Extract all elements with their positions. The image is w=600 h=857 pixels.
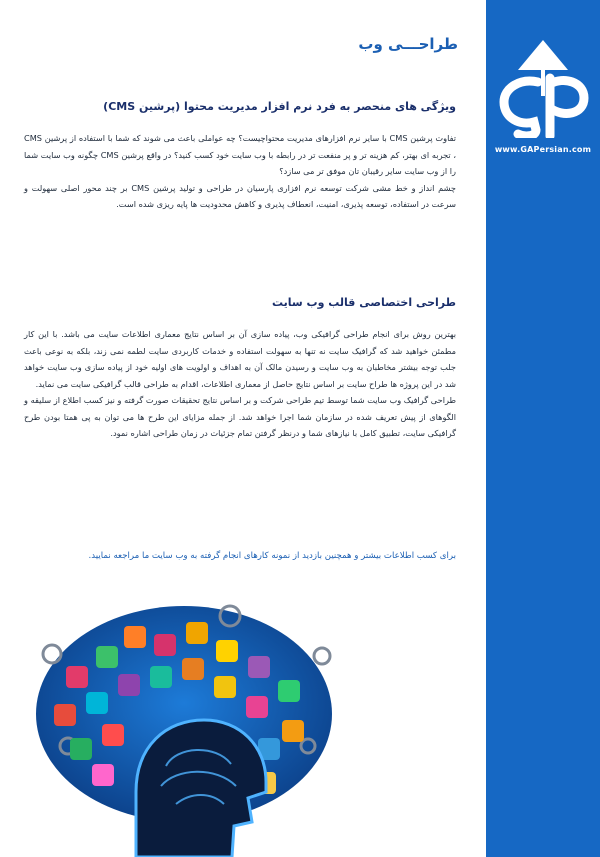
sidebar — [486, 0, 600, 857]
gap-logo — [492, 38, 594, 138]
section1-paragraph-1: تفاوت پرشین CMS با سایر نرم افزارهای مدیریت محتواچیست؟ چه عواملی باعث می شوند که شما با استفاده از پرشین CMS ، تجربه ای بهتر، کم هزینه تر و پر منفعت تر در رابطه با وب سایت خود کسب کنید؟ در واقع پرشین CMS چگونه وب سایت شما را از وب سایت سایر رقیبان تان موفق تر می سازد؟ — [24, 133, 456, 176]
section1-paragraph-2: چشم انداز و خط مشی شرکت توسعه نرم افزاری پارسیان در طراحی و تولید پرشین CMS بر چند محور اصلی سهولت و سرعت در استفاده، توسعه پذیری، امنیت، انعطاف پذیری و کاهش محدودیت ها پایه ریزی شده است. — [24, 182, 456, 209]
head-apps-illustration — [26, 596, 342, 857]
section1-body — [24, 130, 456, 213]
section2-body — [24, 326, 456, 442]
website-url: www.GAPersian.com — [494, 145, 592, 154]
section2-paragraph-2: طراحی گرافیک وب سایت شما توسط تیم طراحی شرکت و بر اساس نتایج تحقیقات صورت گرفته و نیز کسب اطلاع از سلیقه و الگوهای از پیش تعریف شده در سازمان شما اجرا خواهد شد. از جمله مزایای این طرح ها می توان به پی همتا بودن طرح گرافیکی سایت، تطبیق کامل با نیازهای شما و درنظر گرفتن تمام جزئیات در زمان طراحی اشاره نمود. — [24, 395, 456, 438]
page-title: طراحـــی وب — [358, 35, 458, 53]
section2-paragraph-1: بهترین روش برای انجام طراحی گرافیکی وب، پیاده سازی آن بر اساس نتایج معماری اطلاعات سایت می باشد. با این کار مطمئن خواهید شد که گرافیک سایت نه تنها به سهولت استفاده و خدمات کاربردی سایت لطمه نمی زند، بلکه به نوعی باعث جلب توجه بیشتر مخاطبان به وب سایت و رسیدن مالک آن به اهداف و اولویت های اولیه خود از پیاده سازی وب سایت خواهد شد در این پروژه ها طراح سایت بر اساس نتایج حاصل از معماری اطلاعات، اقدام به طراحی قالب گرافیکی سایت می نماید. — [24, 329, 456, 389]
contact-note: برای کسب اطلاعات بیشتر و همچنین بازدید از نمونه کارهای انجام گرفته به وب سایت ما مراجعه نمایید. — [88, 551, 456, 561]
section2-heading: طراحی اختصاصی قالب وب سایت — [272, 296, 456, 309]
head-silhouette — [136, 720, 266, 857]
section1-heading: ویژگی های منحصر به فرد نرم افزار مدیریت محتوا (پرشین CMS) — [103, 100, 456, 113]
